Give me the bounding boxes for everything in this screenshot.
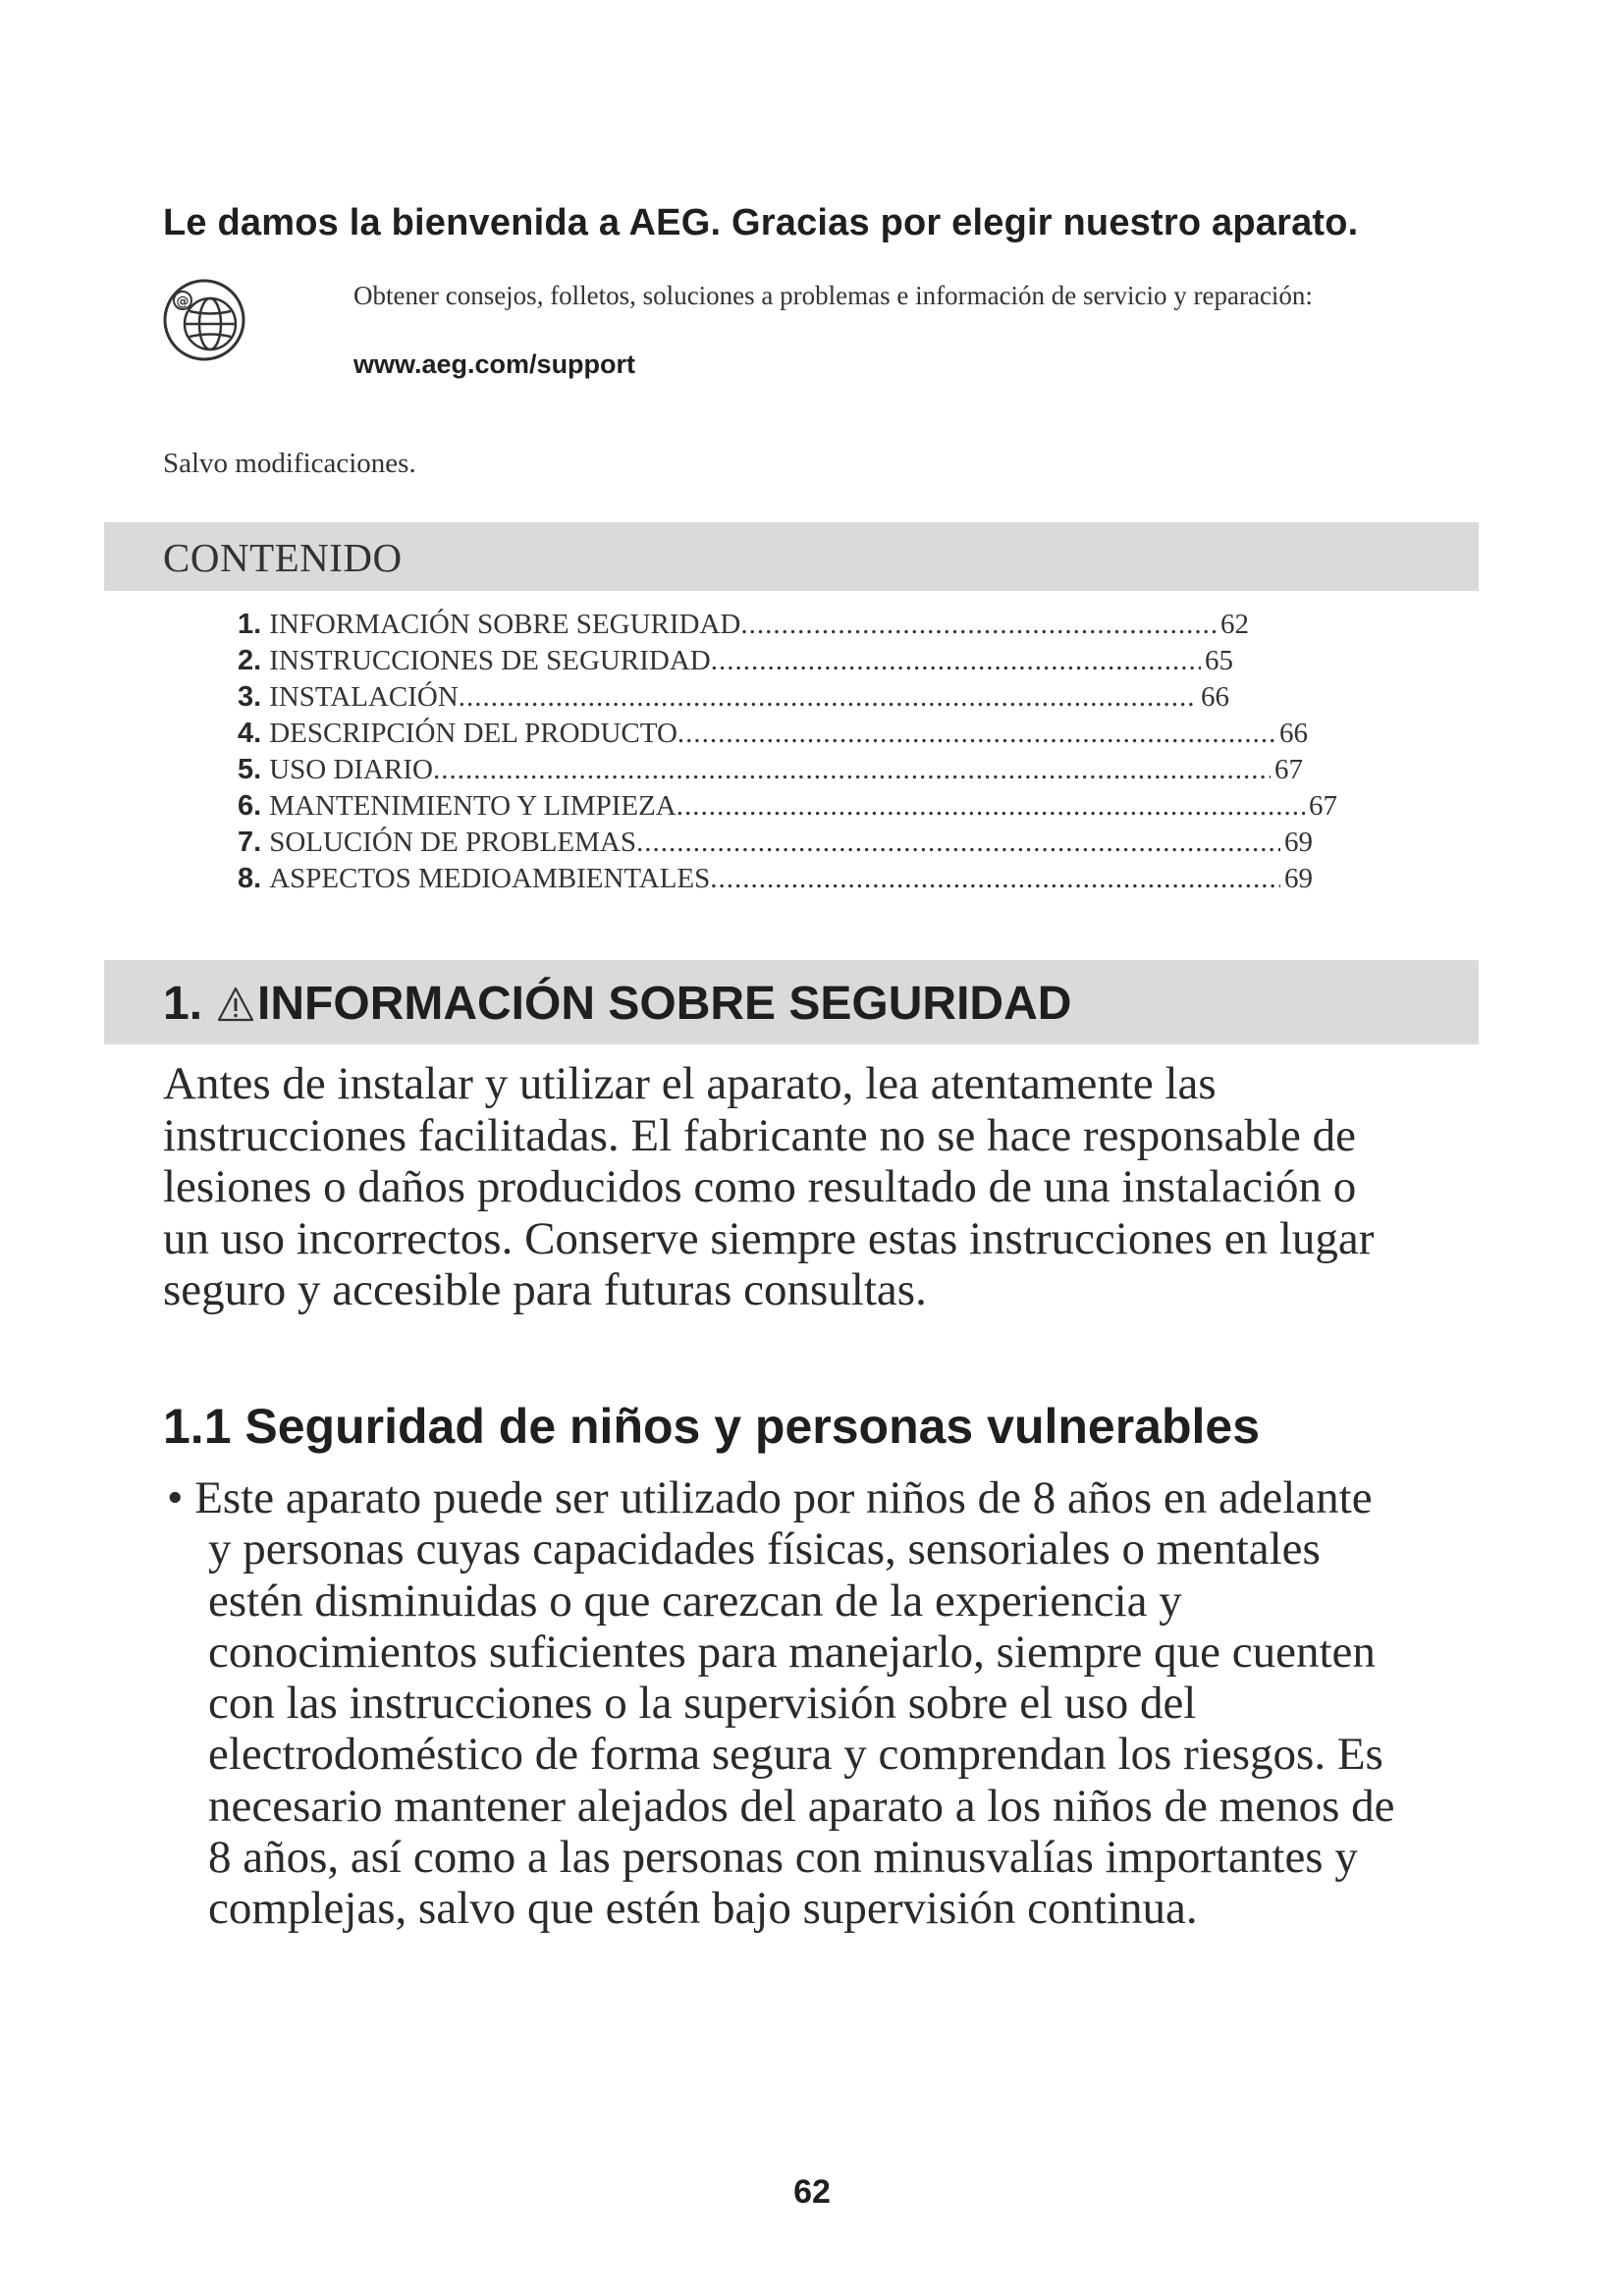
toc-item-label: USO DIARIO [269, 754, 433, 785]
toc-item-page: 66 [1201, 681, 1229, 713]
toc-leader-dots [677, 718, 1275, 750]
toc-item-number: 7. [238, 827, 262, 858]
toc-leader-dots [710, 863, 1280, 895]
toc-item[interactable] [238, 645, 1233, 681]
toc-item[interactable] [238, 681, 1229, 718]
toc-leader-dots [740, 609, 1217, 641]
toc-title: CONTENIDO [163, 535, 403, 580]
table-of-contents [238, 609, 1337, 899]
toc-item-label: DESCRIPCIÓN DEL PRODUCTO [269, 718, 677, 749]
section-title [163, 977, 1071, 1031]
toc-item-number: 5. [238, 754, 262, 785]
page-number: 62 [793, 2173, 831, 2211]
globe-at-icon [161, 277, 247, 363]
toc-item[interactable] [238, 863, 1313, 899]
toc-item-label: SOLUCIÓN DE PROBLEMAS [269, 827, 637, 858]
toc-leader-dots [459, 681, 1197, 714]
section-title-text: INFORMACIÓN SOBRE SEGURIDAD [257, 978, 1072, 1030]
toc-item-page: 65 [1205, 645, 1233, 676]
toc-item-page: 66 [1279, 718, 1308, 749]
toc-item[interactable] [238, 790, 1337, 827]
support-description: Obtener consejos, folletos, soluciones a problemas e información de servicio y reparación: [353, 281, 1313, 310]
toc-item-label: ASPECTOS MEDIOAMBIENTALES [269, 863, 711, 894]
toc-item-number: 2. [238, 645, 262, 676]
toc-item-label: INSTRUCCIONES DE SEGURIDAD [269, 645, 711, 676]
section-intro-paragraph: Antes de instalar y utilizar el aparato, lea atentamente las instrucciones facilitadas. El fabricante no se hace responsable de lesiones o daños producidos como resultado de una instalación o un uso incorrectos. Conserve siempre estas instrucciones en lugar seguro y accesible para futuras consultas. [163, 1058, 1375, 1315]
toc-leader-dots [711, 645, 1201, 677]
toc-leader-dots [433, 754, 1271, 786]
bullet-paragraph: • Este aparato puede ser utilizado por niños de 8 años en adelante y personas cuyas capacidades físicas, sensoriales o mentales estén disminuidas o que carezcan de la experiencia y conocimientos suficientes para manejarlo, siempre que cuenten con las instrucciones o la supervisión sobre el uso del electrodoméstico de forma segura y comprendan los riesgos. Es necesario mantener alejados del aparato a los niños de menos de 8 años, así como a las personas con minusvalías importantes y complejas, salvo que estén bajo supervisión continua. [167, 1472, 1395, 1935]
toc-header-band [104, 522, 1479, 591]
toc-item-number: 6. [238, 790, 262, 822]
support-link[interactable]: www.aeg.com/support [353, 349, 636, 379]
changes-note: Salvo modificaciones. [163, 448, 416, 479]
toc-leader-dots [636, 827, 1280, 859]
toc-item-label: MANTENIMIENTO Y LIMPIEZA [269, 790, 677, 822]
toc-item[interactable] [238, 754, 1303, 790]
toc-item-page: 69 [1284, 827, 1313, 858]
warning-triangle-icon [216, 985, 255, 1024]
toc-item-number: 8. [238, 863, 262, 894]
svg-text:@: @ [176, 294, 189, 309]
toc-item-page: 69 [1284, 863, 1313, 894]
toc-item[interactable] [238, 718, 1308, 754]
toc-item-label: INSTALACIÓN [269, 681, 459, 713]
toc-item-page: 67 [1274, 754, 1303, 785]
toc-item[interactable] [238, 827, 1313, 863]
section-number: 1. [163, 978, 203, 1030]
welcome-heading: Le damos la bienvenida a AEG. Gracias por elegir nuestro aparato. [163, 202, 1359, 243]
toc-item-label: INFORMACIÓN SOBRE SEGURIDAD [269, 609, 741, 640]
toc-item[interactable] [238, 609, 1249, 645]
subsection-title: 1.1 Seguridad de niños y personas vulnerables [163, 1399, 1261, 1454]
toc-leader-dots [677, 790, 1305, 823]
toc-item-page: 67 [1309, 790, 1337, 822]
toc-item-number: 1. [238, 609, 262, 640]
toc-item-page: 62 [1220, 609, 1249, 640]
toc-item-number: 4. [238, 718, 262, 749]
section-header-band [104, 960, 1479, 1044]
toc-item-number: 3. [238, 681, 262, 713]
